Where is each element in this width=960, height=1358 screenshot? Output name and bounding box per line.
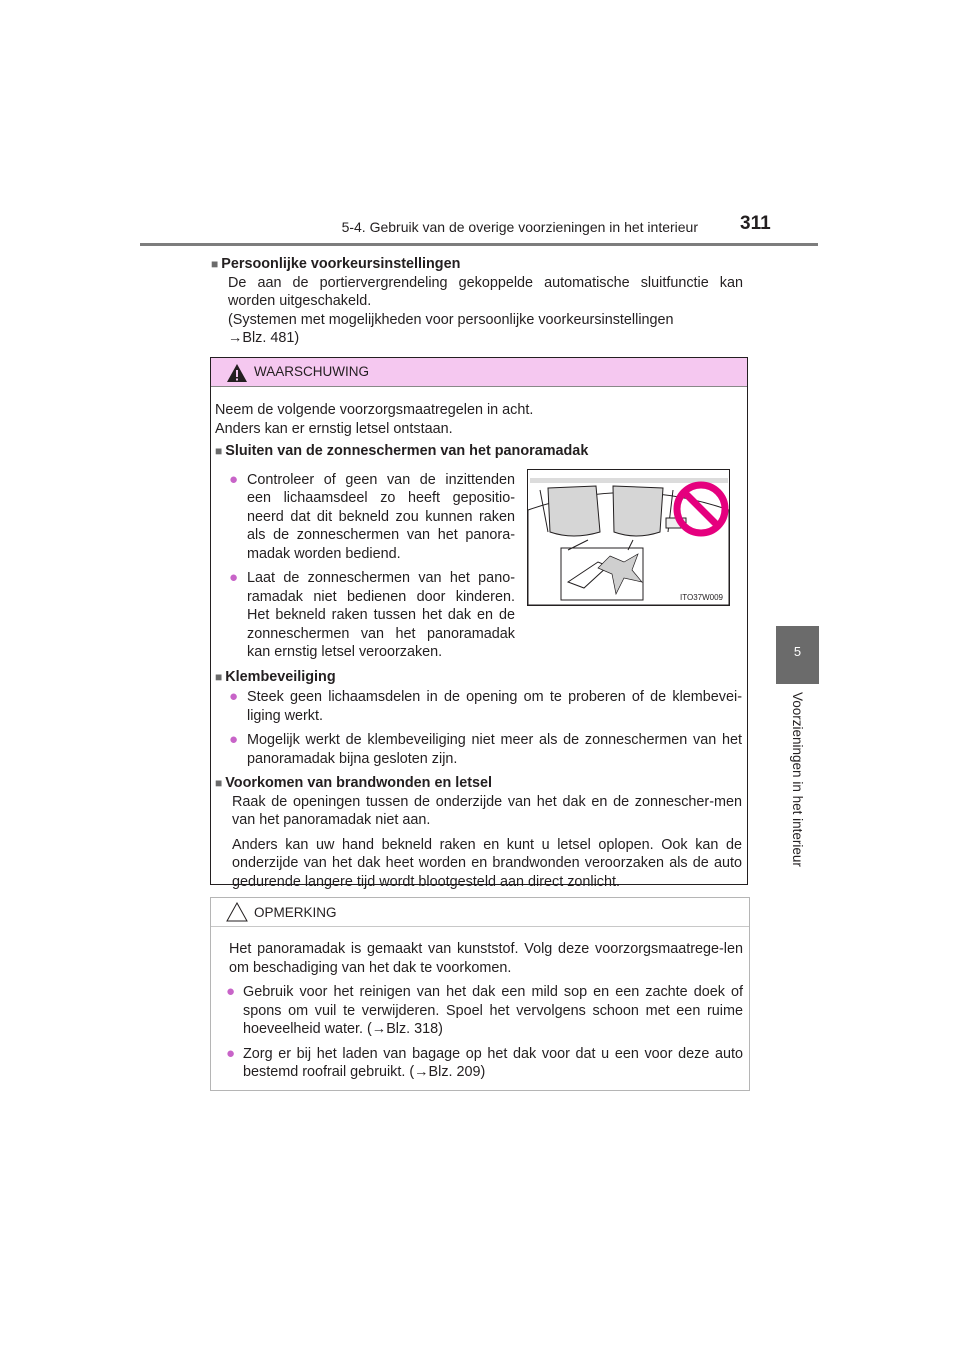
list-item: ● Steek geen lichaamsdelen in de opening om te proberen of de klembevei-liging werkt. [229, 688, 742, 724]
warning-burns-paragraph-2: Anders kan uw hand bekneld raken en kunt u letsel oplopen. Ook kan de onderzijde van het dak heet worden en brandwonden veroorzaken als de auto gedurende langere tijd wordt blootgesteld aan direct zonlicht. [232, 836, 742, 890]
bullet-dot-icon: ● [226, 1044, 236, 1062]
list-item: ● Gebruik voor het reinigen van het dak een mild sop en een zachte doek of spons om vuil te verwijderen. Spoel het vervolgens schoon met een ruime hoeveelheid water. (→Blz. 318) [226, 983, 743, 1037]
warning-heading-sunshade: ■ Sluiten van de zonneschermen van het panoramadak [215, 443, 589, 459]
illustration-code: ITO37W009 [680, 593, 723, 602]
warning-triangle-icon [226, 363, 248, 383]
bullet-dot-icon: ● [226, 983, 236, 1000]
list-item: ● Mogelijk werkt de klembeveiliging niet meer als de zonneschermen van het panoramadak bijna gesloten zijn. [229, 731, 742, 767]
arrow-icon: → [228, 330, 243, 346]
note-intro: Het panoramadak is gemaakt van kunststof. Volg deze voorzorgsmaatrege-len om beschadiging van het dak te voorkomen. [229, 941, 743, 976]
intro-reference-1: (Systemen met mogelijkheden voor persoonlijke voorkeursinstellingen [228, 311, 674, 328]
warning-intro-2: Anders kan er ernstig letsel ontstaan. [215, 420, 453, 437]
square-bullet-icon: ■ [215, 776, 223, 790]
list-item: ● Controleer of geen van de inzittenden een lichaamsdeel zo heeft gepositio-neerd dat dit bekneld zou kunnen raken als de zonneschermen van het panora-madak worden bediend. [229, 470, 515, 562]
square-bullet-icon: ■ [211, 257, 219, 271]
list-item: ● Laat de zonneschermen van het pano-ramadak niet bedienen door kinderen. Het bekneld raken tussen het dak en de zonneschermen van het panoramadak kan ernstig letsel veroorzaken. [229, 569, 515, 660]
square-bullet-icon: ■ [215, 444, 223, 458]
bullet-dot-icon: ● [229, 569, 239, 586]
intro-paragraph: De aan de portiervergrendeling gekoppelde automatische sluitfunctie kan worden uitgeschakeld. [228, 274, 743, 309]
square-bullet-icon: ■ [215, 669, 223, 684]
note-title: OPMERKING [254, 905, 337, 920]
warning-header [211, 358, 747, 387]
note-content [226, 940, 743, 1082]
section-header-title: 5-4. Gebruik van de overige voorzieningen in het interieur [341, 219, 698, 235]
warning-heading-pinch: ■ Klembeveiliging [215, 668, 336, 685]
caution-triangle-icon [226, 902, 248, 922]
chapter-label: Voorzieningen in het interieur [790, 692, 805, 867]
warning-heading-burns: ■ Voorkomen van brandwonden en letsel [215, 775, 493, 791]
header-rule [140, 243, 818, 246]
sunshade-drawing [528, 470, 729, 605]
panoramic-roof-illustration [527, 469, 730, 606]
bullet-dot-icon: ● [229, 688, 239, 705]
page-number: 311 [740, 213, 771, 234]
intro-section [211, 255, 743, 348]
warning-burns-paragraph-1: Raak de openingen tussen de onderzijde van het dak en de zonnescher-men van het panoramadak niet aan. [232, 793, 742, 828]
list-item: ● Zorg er bij het laden van bagage op het dak voor dat u een voor deze auto bestemd roofrail gebruikt. (→Blz. 209) [226, 1044, 743, 1080]
bullet-dot-icon: ● [229, 470, 239, 488]
warning-title: WAARSCHUWING [254, 364, 369, 379]
warning-intro-1: Neem de volgende voorzorgsmaatregelen in acht. [215, 402, 534, 418]
intro-heading: ■ Persoonlijke voorkeursinstellingen [211, 256, 461, 272]
intro-reference-2: →Blz. 481) [228, 330, 300, 346]
chapter-number: 5 [793, 644, 802, 659]
bullet-dot-icon: ● [229, 731, 239, 748]
chapter-tab [776, 626, 819, 684]
note-header [211, 898, 749, 927]
